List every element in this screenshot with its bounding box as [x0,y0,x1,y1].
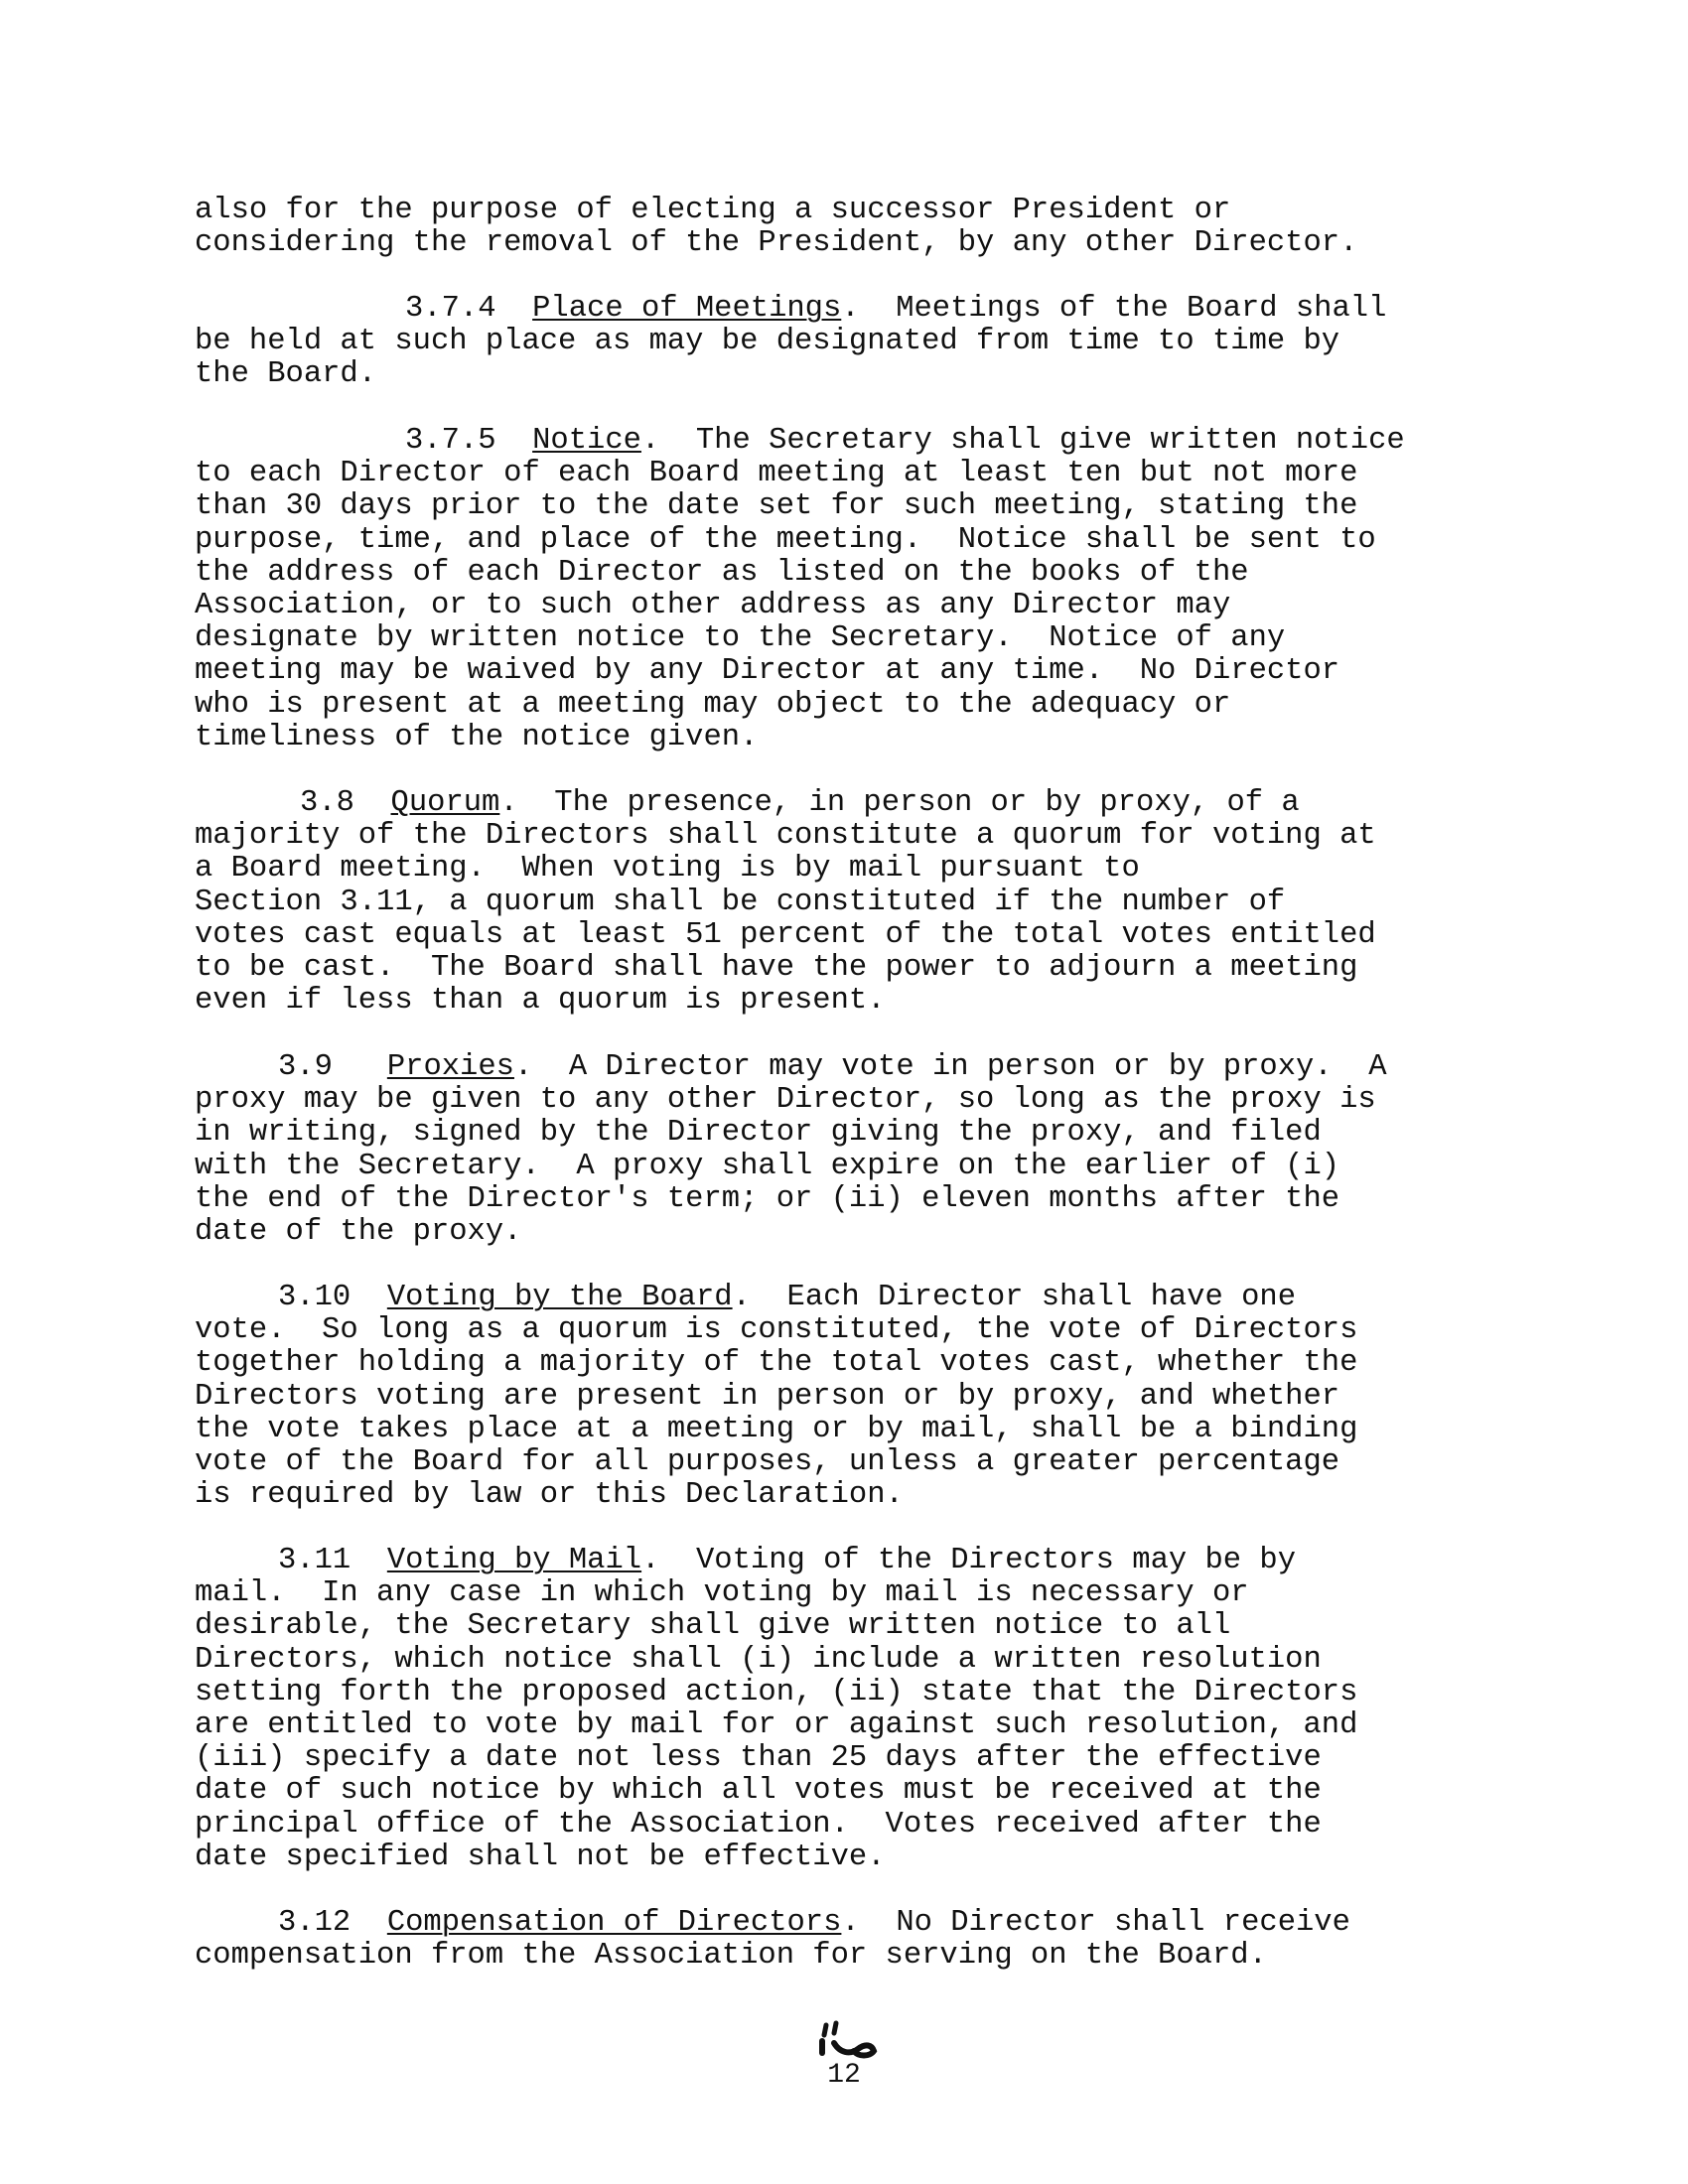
text-line: also for the purpose of electing a successor President or [195,194,1231,227]
section-first-line: 3.9 Proxies. A Director may vote in person or by proxy. A [278,1050,1387,1084]
section-number: 3.8 [300,786,354,820]
text-line: vote. So long as a quorum is constituted, the vote of Directors [195,1313,1358,1348]
section-heading: Voting by the Board [386,1281,733,1314]
text-line: considering the removal of the President, by any other Director. [195,226,1358,261]
section-first-text: The Secretary shall give written notice [695,424,1405,458]
section-number: 3.10 [278,1281,352,1314]
text-line: meeting may be waived by any Director at any time. No Director [195,654,1340,689]
text-line: than 30 days prior to the date set for such meeting, stating the [195,489,1358,524]
section-first-text: Voting of the Directors may be by [696,1544,1296,1577]
text-line: the end of the Director's term; or (ii) eleven months after the [195,1181,1340,1216]
text-line: (iii) specify a date not less than 25 days after the effective [195,1741,1322,1776]
text-line: proxy may be given to any other Director, so long as the proxy is [195,1083,1376,1118]
text-line: the Board. [195,357,377,392]
section-first-line: 3.12 Compensation of Directors. No Director shall receive [278,1906,1350,1940]
section-number: 3.12 [278,1906,352,1940]
text-line: the address of each Director as listed on the books of the [195,555,1249,590]
text-line: together holding a majority of the total votes cast, whether the [195,1346,1358,1381]
text-line: vote of the Board for all purposes, unless a greater percentage [195,1445,1340,1480]
section-first-text: Meetings of the Board shall [896,292,1387,326]
section-3-11 [195,1545,1515,1874]
section-3-8 [195,787,1515,1018]
section-heading: Proxies [386,1050,514,1084]
text-line: date of the proxy. [195,1215,522,1250]
section-first-text: A Director may vote in person or by proxy. A [568,1050,1387,1084]
handwritten-initials-icon [814,2019,884,2059]
text-line: in writing, signed by the Director giving the proxy, and filed [195,1116,1322,1151]
section-first-text: The presence, in person or by proxy, of a [554,786,1300,820]
section-number: 3.9 [278,1050,333,1084]
section-heading: Compensation of Directors [386,1906,842,1940]
section-3-9 [195,1051,1515,1249]
text-line: be held at such place as may be designated from time to time by [195,325,1340,359]
section-first-text: No Director shall receive [896,1906,1350,1940]
section-heading: Notice [532,424,641,458]
paragraph-opening [195,195,1515,260]
text-line: timeliness of the notice given. [195,720,759,754]
text-line: the vote takes place at a meeting or by mail, shall be a binding [195,1412,1358,1446]
text-line: votes cast equals at least 51 percent of the total votes entitled [195,917,1376,952]
section-number: 3.7.4 [405,292,496,326]
text-line: desirable, the Secretary shall give written notice to all [195,1609,1231,1644]
text-line: setting forth the proposed action, (ii) state that the Directors [195,1675,1358,1709]
text-line: date specified shall not be effective. [195,1840,886,1874]
text-line: to each Director of each Board meeting at least ten but not more [195,457,1358,491]
section-first-line: 3.7.4 Place of Meetings. Meetings of the Board shall [405,292,1387,326]
text-line: Section 3.11, a quorum shall be constituted if the number of [195,885,1286,919]
text-line: are entitled to vote by mail for or against such resolution, and [195,1708,1358,1743]
text-line: Directors, which notice shall (i) include a written resolution [195,1642,1322,1677]
text-line: Association, or to such other address as any Director may [195,589,1231,623]
text-line: compensation from the Association for serving on the Board. [195,1939,1267,1974]
section-heading: Voting by Mail [386,1544,642,1577]
text-line: Directors voting are present in person or by proxy, and whether [195,1379,1340,1414]
section-number: 3.7.5 [405,424,496,458]
text-line: is required by law or this Declaration. [195,1478,904,1513]
text-line: mail. In any case in which voting by mail is necessary or [195,1576,1249,1611]
section-3-12 [195,1907,1515,1973]
section-3-7-5 [195,425,1515,754]
text-line: majority of the Directors shall constitute a quorum for voting at [195,819,1376,854]
section-first-line: 3.7.5 Notice. The Secretary shall give written notice [405,424,1405,458]
text-line: with the Secretary. A proxy shall expire on the earlier of (i) [195,1149,1340,1183]
text-line: a Board meeting. When voting is by mail pursuant to [195,852,1140,887]
text-line: principal office of the Association. Votes received after the [195,1807,1322,1842]
section-heading: Quorum [390,786,500,820]
text-line: who is present at a meeting may object to the adequacy or [195,687,1231,722]
section-heading: Place of Meetings [532,292,842,326]
section-first-line: 3.10 Voting by the Board. Each Director shall have one [278,1281,1296,1314]
page-number: 12 [827,2060,861,2091]
text-line: even if less than a quorum is present. [195,984,886,1019]
section-first-line: 3.11 Voting by Mail. Voting of the Directors may be by [278,1544,1296,1577]
text-line: purpose, time, and place of the meeting. Notice shall be sent to [195,522,1376,557]
text-line: designate by written notice to the Secretary. Notice of any [195,621,1286,656]
section-number: 3.11 [278,1544,352,1577]
section-first-line: 3.8 Quorum. The presence, in person or by proxy, of a [300,786,1300,820]
section-3-7-4 [195,293,1515,392]
text-line: to be cast. The Board shall have the power to adjourn a meeting [195,951,1358,986]
section-3-10 [195,1282,1515,1512]
section-first-text: Each Director shall have one [786,1281,1296,1314]
text-line: date of such notice by which all votes must be received at the [195,1774,1322,1809]
